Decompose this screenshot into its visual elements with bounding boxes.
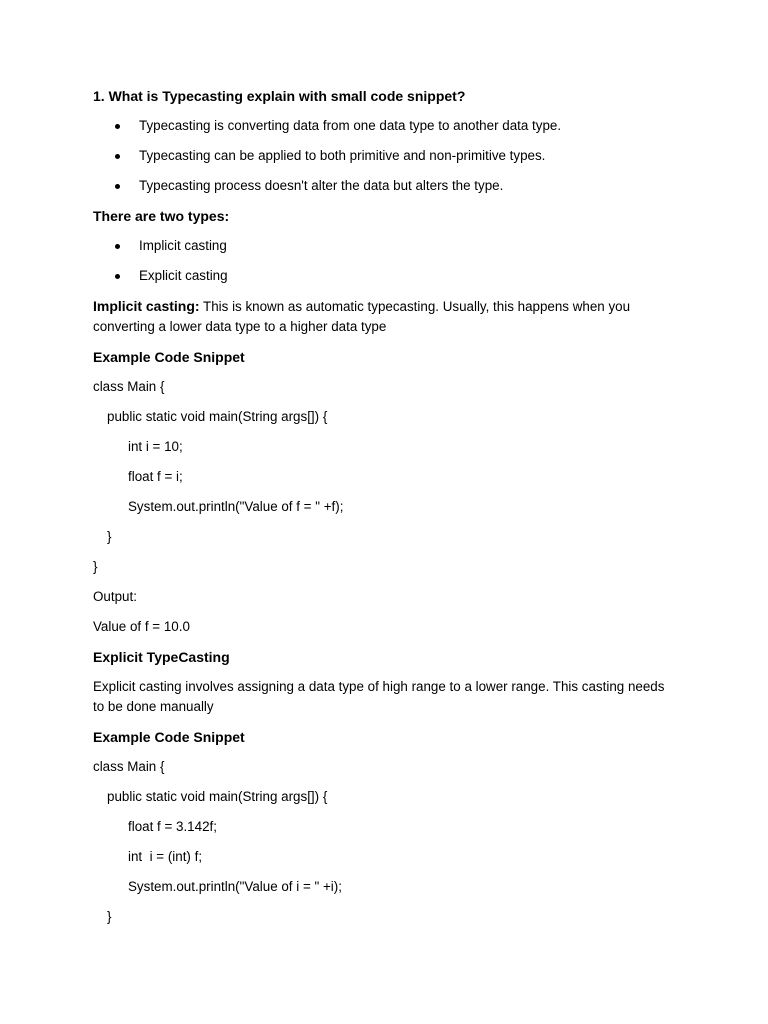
typecasting-definition-list [93, 116, 673, 196]
explicit-code-block [93, 757, 673, 927]
list-item: Implicit casting [93, 236, 673, 256]
code-line: } [93, 559, 98, 574]
code-line: public static void main(String args[]) { [107, 789, 328, 804]
code-line: } [107, 529, 112, 544]
output-label: Output: [93, 589, 137, 604]
code-line: int i = (int) f; [128, 849, 203, 864]
code-line: System.out.println("Value of i = " +i); [128, 879, 342, 894]
list-item: Typecasting process doesn't alter the data but alters the type. [93, 176, 673, 196]
list-item: Explicit casting [93, 266, 673, 286]
document-page [93, 86, 673, 937]
explicit-casting-paragraph: Explicit casting involves assigning a data type of high range to a lower range. This casting needs to be done manually [93, 679, 665, 714]
bullet-icon [115, 154, 120, 159]
code-line: class Main { [93, 379, 165, 394]
bullet-icon [115, 124, 120, 129]
types-list [93, 236, 673, 286]
code-line: public static void main(String args[]) { [107, 409, 328, 424]
code-line: class Main { [93, 759, 165, 774]
list-item: Typecasting can be applied to both primitive and non-primitive types. [93, 146, 673, 166]
explicit-heading: Explicit TypeCasting [93, 649, 230, 665]
code-line: float f = i; [128, 469, 183, 484]
code-line: } [107, 909, 112, 924]
code-line: int i = 10; [128, 439, 183, 454]
implicit-example-heading: Example Code Snippet [93, 349, 245, 365]
implicit-casting-paragraph [93, 296, 673, 337]
bullet-icon [115, 244, 120, 249]
list-item: Typecasting is converting data from one data type to another data type. [93, 116, 673, 136]
code-line: float f = 3.142f; [128, 819, 217, 834]
implicit-casting-text: This is known as automatic typecasting. Usually, this happens when you converting a lower data type to a higher data type [93, 299, 631, 334]
implicit-code-block [93, 377, 673, 577]
types-heading: There are two types: [93, 208, 230, 224]
explicit-example-heading: Example Code Snippet [93, 729, 245, 745]
implicit-casting-lead: Implicit casting: [93, 298, 200, 314]
bullet-icon [115, 274, 120, 279]
question-title: 1. What is Typecasting explain with small code snippet? [93, 88, 466, 104]
code-line: System.out.println("Value of f = " +f); [128, 499, 344, 514]
bullet-icon [115, 184, 120, 189]
output-value: Value of f = 10.0 [93, 619, 190, 634]
